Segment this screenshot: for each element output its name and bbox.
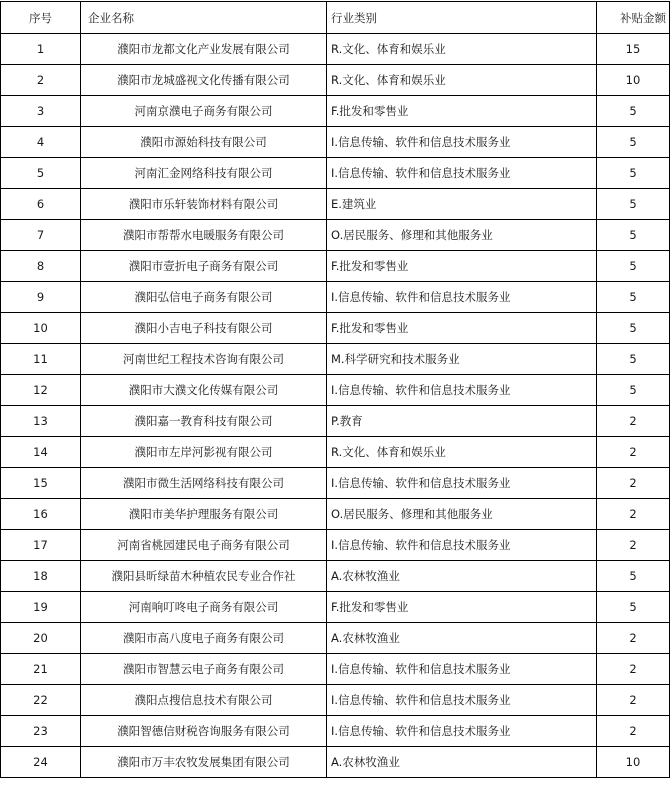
cell-subsidy-amount: 5 [597,375,670,406]
cell-subsidy-amount: 5 [597,127,670,158]
cell-subsidy-amount: 2 [597,499,670,530]
table-row [1,468,670,499]
cell-industry: O.居民服务、修理和其他服务业 [327,499,597,530]
cell-subsidy-amount: 10 [597,747,670,778]
cell-company-name: 河南响叮咚电子商务有限公司 [81,592,327,623]
table-row [1,34,670,65]
cell-serial-number: 19 [1,592,81,623]
table-row [1,530,670,561]
cell-company-name: 濮阳市万丰农牧发展集团有限公司 [81,747,327,778]
cell-industry: E.建筑业 [327,189,597,220]
cell-company-name: 濮阳市帮帮水电暖服务有限公司 [81,220,327,251]
table-row [1,344,670,375]
cell-industry: I.信息传输、软件和信息技术服务业 [327,716,597,747]
cell-industry: I.信息传输、软件和信息技术服务业 [327,530,597,561]
cell-company-name: 濮阳点搜信息技术有限公司 [81,685,327,716]
cell-serial-number: 4 [1,127,81,158]
cell-industry: R.文化、体育和娱乐业 [327,34,597,65]
cell-subsidy-amount: 5 [597,344,670,375]
cell-subsidy-amount: 2 [597,468,670,499]
cell-serial-number: 13 [1,406,81,437]
cell-company-name: 濮阳小吉电子科技有限公司 [81,313,327,344]
header-serial-number: 序号 [1,2,81,34]
cell-company-name: 濮阳市美华护理服务有限公司 [81,499,327,530]
cell-serial-number: 11 [1,344,81,375]
cell-industry: I.信息传输、软件和信息技术服务业 [327,282,597,313]
cell-industry: I.信息传输、软件和信息技术服务业 [327,685,597,716]
cell-subsidy-amount: 5 [597,561,670,592]
cell-company-name: 濮阳市微生活网络科技有限公司 [81,468,327,499]
cell-industry: M.科学研究和技术服务业 [327,344,597,375]
cell-serial-number: 8 [1,251,81,282]
cell-company-name: 濮阳嘉一教育科技有限公司 [81,406,327,437]
cell-industry: O.居民服务、修理和其他服务业 [327,220,597,251]
cell-serial-number: 15 [1,468,81,499]
cell-subsidy-amount: 2 [597,685,670,716]
cell-company-name: 濮阳市龙城盛视文化传播有限公司 [81,65,327,96]
cell-serial-number: 3 [1,96,81,127]
cell-subsidy-amount: 5 [597,189,670,220]
cell-serial-number: 1 [1,34,81,65]
cell-company-name: 濮阳市龙都文化产业发展有限公司 [81,34,327,65]
cell-industry: R.文化、体育和娱乐业 [327,437,597,468]
cell-company-name: 濮阳县昕绿苗木种植农民专业合作社 [81,561,327,592]
table-row [1,747,670,778]
table-row [1,282,670,313]
cell-industry: I.信息传输、软件和信息技术服务业 [327,127,597,158]
table-row [1,375,670,406]
cell-company-name: 河南汇金网络科技有限公司 [81,158,327,189]
table-row [1,716,670,747]
cell-industry: I.信息传输、软件和信息技术服务业 [327,654,597,685]
cell-company-name: 河南京濮电子商务有限公司 [81,96,327,127]
cell-industry: F.批发和零售业 [327,592,597,623]
table-row [1,96,670,127]
cell-industry: A.农林牧渔业 [327,561,597,592]
table-row [1,251,670,282]
table-header-row [1,2,670,34]
table-body [1,34,670,778]
table-row [1,623,670,654]
table-row [1,65,670,96]
cell-industry: P.教育 [327,406,597,437]
cell-subsidy-amount: 2 [597,654,670,685]
cell-company-name: 濮阳弘信电子商务有限公司 [81,282,327,313]
cell-serial-number: 5 [1,158,81,189]
cell-industry: F.批发和零售业 [327,251,597,282]
cell-industry: R.文化、体育和娱乐业 [327,65,597,96]
cell-serial-number: 10 [1,313,81,344]
cell-industry: A.农林牧渔业 [327,747,597,778]
cell-company-name: 濮阳市壹折电子商务有限公司 [81,251,327,282]
cell-subsidy-amount: 2 [597,530,670,561]
cell-serial-number: 7 [1,220,81,251]
cell-subsidy-amount: 5 [597,282,670,313]
cell-subsidy-amount: 15 [597,34,670,65]
table-row [1,437,670,468]
cell-serial-number: 17 [1,530,81,561]
table-row [1,158,670,189]
cell-subsidy-amount: 5 [597,251,670,282]
table-row [1,561,670,592]
cell-industry: I.信息传输、软件和信息技术服务业 [327,468,597,499]
table-row [1,220,670,251]
cell-industry: F.批发和零售业 [327,313,597,344]
table-row [1,313,670,344]
cell-company-name: 濮阳市源始科技有限公司 [81,127,327,158]
cell-serial-number: 2 [1,65,81,96]
cell-industry: A.农林牧渔业 [327,623,597,654]
cell-company-name: 濮阳市高八度电子商务有限公司 [81,623,327,654]
table-row [1,592,670,623]
cell-serial-number: 9 [1,282,81,313]
cell-company-name: 濮阳市乐轩装饰材料有限公司 [81,189,327,220]
subsidy-table [0,1,670,778]
cell-serial-number: 18 [1,561,81,592]
cell-serial-number: 14 [1,437,81,468]
cell-industry: F.批发和零售业 [327,96,597,127]
cell-subsidy-amount: 10 [597,65,670,96]
cell-serial-number: 22 [1,685,81,716]
cell-subsidy-amount: 2 [597,623,670,654]
cell-company-name: 濮阳智德信财税咨询服务有限公司 [81,716,327,747]
table-row [1,406,670,437]
cell-subsidy-amount: 2 [597,406,670,437]
cell-industry: I.信息传输、软件和信息技术服务业 [327,375,597,406]
table-row [1,189,670,220]
cell-serial-number: 16 [1,499,81,530]
table-row [1,654,670,685]
header-industry: 行业类别 [327,2,597,34]
cell-serial-number: 12 [1,375,81,406]
cell-subsidy-amount: 2 [597,437,670,468]
header-subsidy-amount: 补贴金额 [597,2,670,34]
table-row [1,127,670,158]
cell-company-name: 河南世纪工程技术咨询有限公司 [81,344,327,375]
cell-subsidy-amount: 5 [597,220,670,251]
cell-subsidy-amount: 5 [597,96,670,127]
table-row [1,499,670,530]
cell-industry: I.信息传输、软件和信息技术服务业 [327,158,597,189]
cell-subsidy-amount: 5 [597,313,670,344]
cell-serial-number: 24 [1,747,81,778]
cell-company-name: 濮阳市智慧云电子商务有限公司 [81,654,327,685]
cell-company-name: 河南省桃园建民电子商务有限公司 [81,530,327,561]
cell-company-name: 濮阳市大濮文化传媒有限公司 [81,375,327,406]
cell-subsidy-amount: 5 [597,592,670,623]
cell-subsidy-amount: 5 [597,158,670,189]
cell-serial-number: 23 [1,716,81,747]
cell-subsidy-amount: 2 [597,716,670,747]
header-company-name: 企业名称 [81,2,327,34]
cell-serial-number: 6 [1,189,81,220]
table-row [1,685,670,716]
cell-company-name: 濮阳市左岸河影视有限公司 [81,437,327,468]
cell-serial-number: 20 [1,623,81,654]
cell-serial-number: 21 [1,654,81,685]
